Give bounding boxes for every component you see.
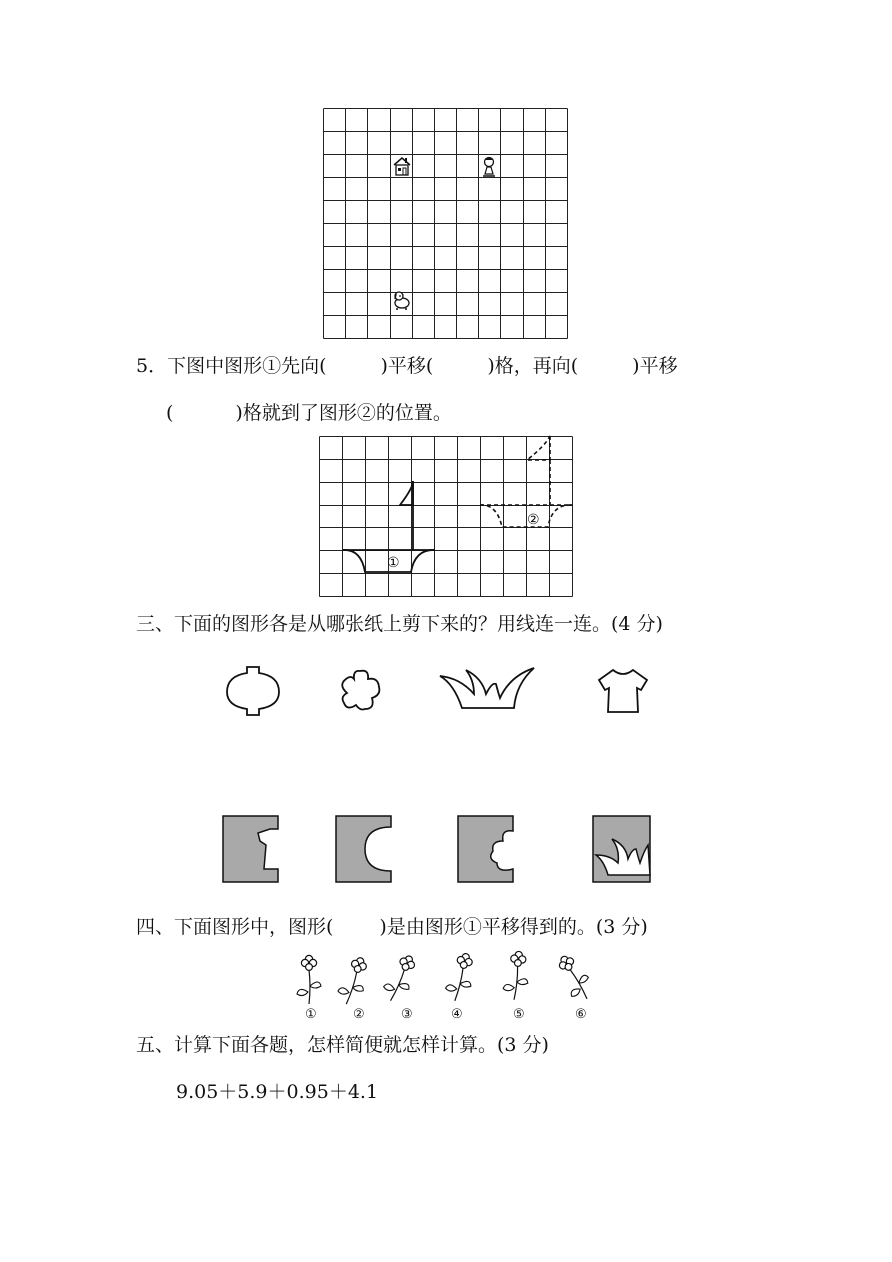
sprig-label: ⑤	[513, 1007, 525, 1022]
dog-icon	[395, 292, 409, 310]
section-4-line	[136, 915, 648, 939]
paper-3[interactable]	[457, 815, 517, 883]
flower-sprig-row	[296, 952, 596, 1022]
shirt-shape-icon[interactable]	[597, 666, 649, 716]
sprig-label: ③	[401, 1007, 413, 1022]
q5-line2	[166, 401, 452, 425]
q5-text-b: )平移(	[380, 355, 434, 377]
map-grid	[323, 108, 569, 340]
translation-grid	[319, 436, 573, 597]
section-5-title: 五、计算下面各题，怎样简便就怎样计算。(3 分)	[136, 1034, 549, 1056]
flower-shape-icon[interactable]	[335, 665, 385, 715]
q5-text-e: (	[166, 402, 174, 424]
q5-number: 5．	[136, 355, 168, 377]
sprig-label: ②	[353, 1007, 365, 1022]
flower-sprig-icon	[335, 954, 373, 1008]
q5-text-f: )格就到了图形②的位置。	[235, 402, 452, 424]
flower-sprig-icon	[297, 955, 321, 1004]
paper-2[interactable]	[335, 815, 395, 883]
figure-1-label: ①	[387, 555, 400, 571]
paper-4[interactable]	[592, 815, 652, 883]
paper-1[interactable]	[222, 815, 282, 883]
calc-expression: 9.05＋5.9＋0.95＋4.1	[176, 1081, 379, 1103]
section-4-text-b: )是由图形①平移得到的。(3 分)	[379, 916, 648, 938]
sprig-label: ⑥	[575, 1007, 587, 1022]
figure-2-label: ②	[527, 512, 540, 528]
section-4-text-a: 四、下面图形中，图形(	[136, 916, 334, 938]
q5-line1	[136, 354, 678, 378]
flower-sprig-icon	[502, 950, 531, 1001]
sprig-label: ④	[451, 1007, 463, 1022]
section-3-title: 三、下面的图形各是从哪张纸上剪下来的？用线连一连。(4 分)	[136, 613, 663, 635]
grass-shape-icon[interactable]	[440, 664, 536, 714]
sprig-label: ①	[305, 1007, 317, 1022]
flower-sprig-icon	[552, 951, 597, 1005]
flower-sprig-icon	[380, 951, 422, 1005]
house-icon	[394, 158, 410, 175]
flower-sprig-icon	[443, 951, 478, 1004]
q5-text-d: )平移	[632, 355, 678, 377]
child-icon	[483, 158, 495, 177]
q5-text-c: )格，再向(	[487, 355, 579, 377]
q5-text-a: 下图中图形①先向(	[167, 355, 327, 377]
lantern-shape-icon[interactable]	[225, 662, 281, 718]
